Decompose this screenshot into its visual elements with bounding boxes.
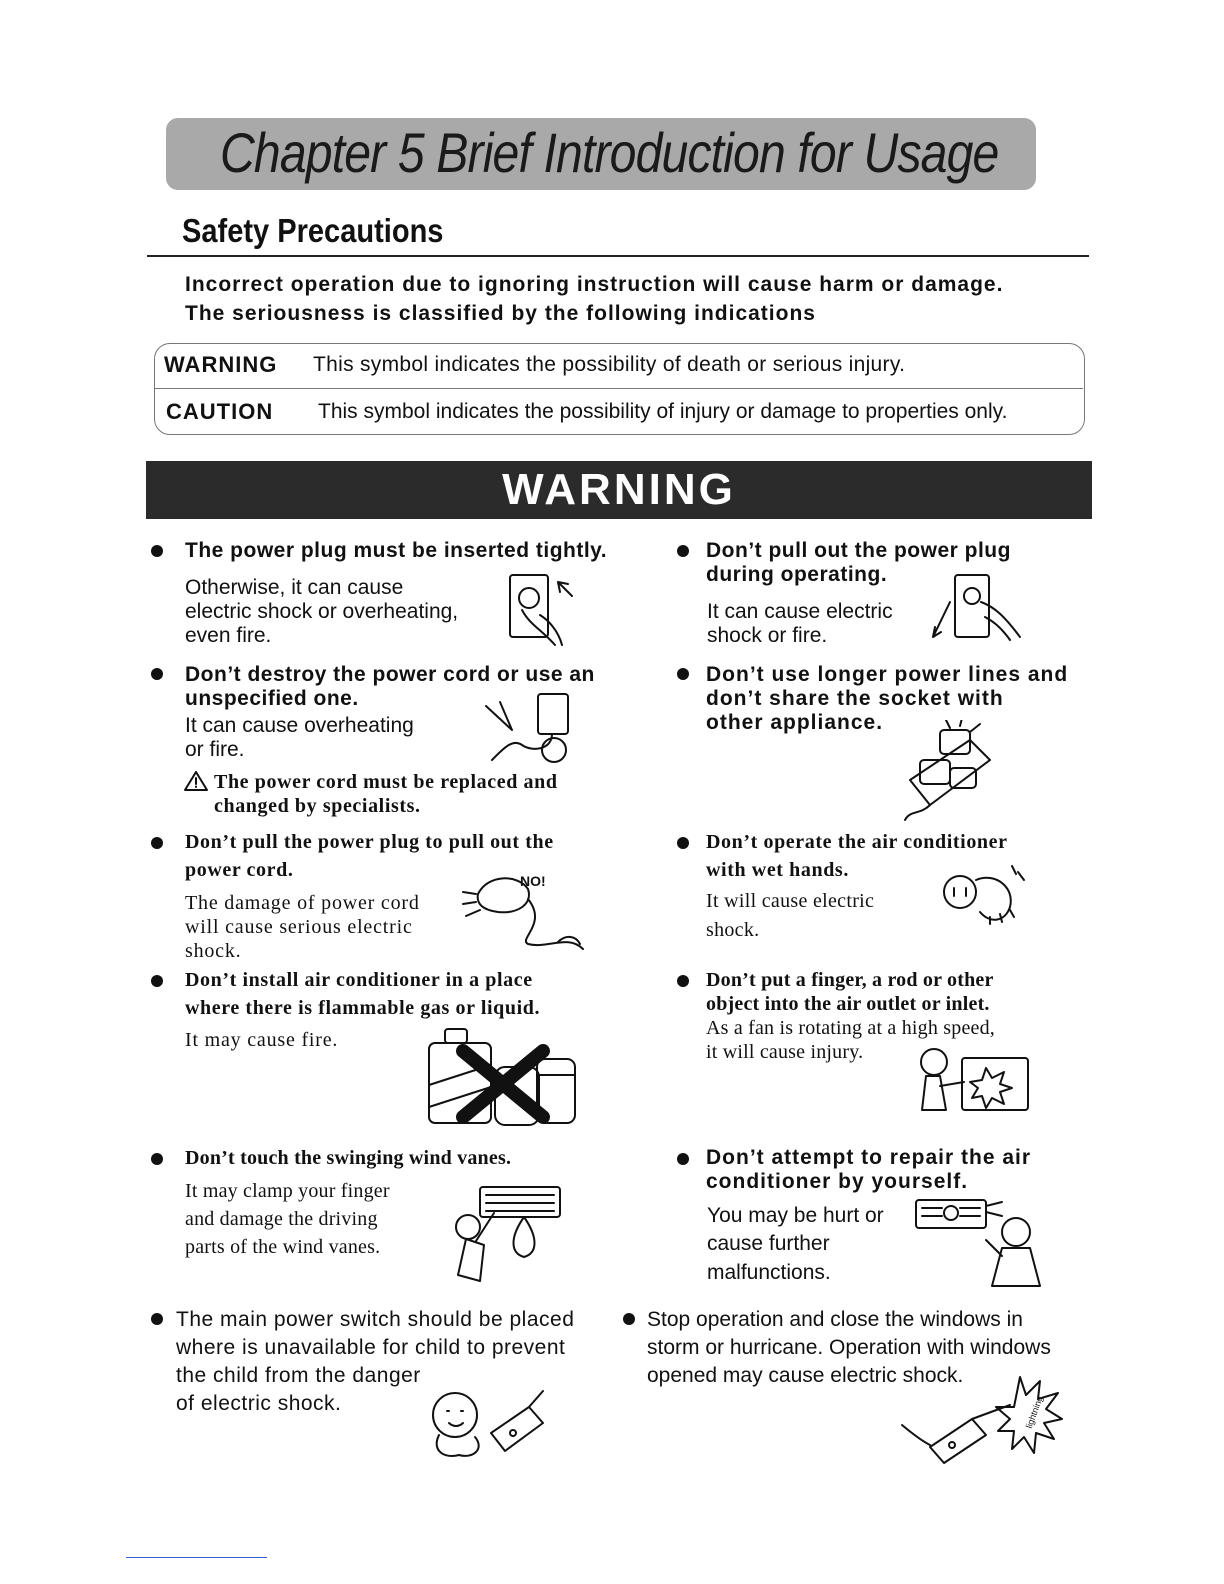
item-6-body-1: It will cause electric (706, 890, 875, 912)
item-3-note-1: The power cord must be replaced and (214, 771, 558, 793)
item-2-title-2: during operating. (706, 563, 888, 586)
intro-line-1: Incorrect operation due to ignoring instruction will cause harm or damage. (185, 273, 1004, 296)
item-1-body-3: even fire. (185, 624, 272, 647)
lightning-label: lightning (1023, 1394, 1045, 1430)
repair-illustration-icon (912, 1196, 1047, 1288)
bullet-icon (151, 1153, 163, 1165)
item-1-title: The power plug must be inserted tightly. (185, 539, 608, 562)
warning-description: This symbol indicates the possibility of death or serious injury. (313, 353, 906, 376)
bullet-icon (151, 837, 163, 849)
item-5-title-2: power cord. (185, 859, 294, 881)
wet-hands-illustration-icon (940, 862, 1026, 928)
item-1-body-1: Otherwise, it can cause (185, 576, 404, 599)
item-5-title-1: Don’t pull the power plug to pull out the (185, 831, 554, 853)
item-4-title-1: Don’t use longer power lines and (706, 663, 1069, 686)
item-5-body-1: The damage of power cord (185, 892, 420, 914)
item-11-body-1: The main power switch should be placed (176, 1308, 575, 1331)
item-10-title-2: conditioner by yourself. (706, 1170, 969, 1193)
item-2-body-2: shock or fire. (707, 624, 828, 647)
intro-line-2: The seriousness is classified by the following indications (185, 302, 816, 325)
item-6-body-2: shock. (706, 919, 760, 941)
bullet-icon (677, 668, 689, 680)
item-4-title-2: don’t share the socket with (706, 687, 1004, 710)
indication-divider (154, 388, 1083, 389)
lightning-strike-illustration-icon (900, 1375, 1065, 1470)
footer-link-underline (126, 1557, 267, 1558)
flammable-cans-illustration-icon (425, 1025, 580, 1129)
item-12-body-1: Stop operation and close the windows in (647, 1308, 1023, 1331)
bullet-icon (677, 975, 689, 987)
item-12-body-2: storm or hurricane. Operation with windows (647, 1336, 1051, 1359)
item-9-body-2: and damage the driving (185, 1208, 378, 1230)
item-2-title-1: Don’t pull out the power plug (706, 539, 1011, 562)
power-strip-illustration-icon (900, 720, 1000, 822)
fan-outlet-illustration-icon (912, 1046, 1032, 1124)
item-9-title: Don’t touch the swinging wind vanes. (185, 1147, 512, 1169)
item-10-title-1: Don’t attempt to repair the air (706, 1146, 1032, 1169)
plug-pull-illustration-icon (925, 572, 1025, 644)
bullet-icon (151, 668, 163, 680)
section-divider (147, 255, 1089, 257)
warning-label: WARNING (164, 352, 278, 377)
item-8-title-2: object into the air outlet or inlet. (706, 993, 990, 1015)
item-6-title-2: with wet hands. (706, 859, 849, 881)
item-3-title-2: unspecified one. (185, 687, 359, 710)
item-5-body-2: will cause serious electric (185, 916, 413, 938)
wind-vanes-illustration-icon (440, 1185, 565, 1290)
item-4-title-3: other appliance. (706, 711, 884, 734)
item-6-title-1: Don’t operate the air conditioner (706, 831, 1008, 853)
item-9-body-1: It may clamp your finger (185, 1180, 390, 1202)
item-10-body-2: cause further (707, 1232, 830, 1255)
bullet-icon (677, 1153, 689, 1165)
item-3-note-2: changed by specialists. (214, 795, 421, 817)
caution-description: This symbol indicates the possibility of injury or damage to properties only. (318, 400, 1008, 423)
item-3-title-1: Don’t destroy the power cord or use an (185, 663, 595, 686)
section-title: Safety Precautions (182, 212, 444, 249)
bullet-icon (151, 1313, 163, 1325)
child-switch-illustration-icon (425, 1385, 550, 1465)
caution-triangle-icon (183, 770, 209, 792)
item-10-body-1: You may be hurt or (707, 1204, 884, 1227)
cut-cord-illustration-icon (482, 690, 577, 765)
item-7-title-2: where there is flammable gas or liquid. (185, 997, 541, 1019)
plug-insert-illustration-icon (500, 570, 590, 650)
item-8-title-1: Don’t put a finger, a rod or other (706, 969, 994, 991)
bullet-icon (151, 975, 163, 987)
item-12-body-3: opened may cause electric shock. (647, 1364, 964, 1387)
item-2-body-1: It can cause electric (707, 600, 893, 623)
item-11-body-4: of electric shock. (176, 1392, 342, 1415)
item-11-body-3: the child from the danger (176, 1364, 421, 1387)
bullet-icon (623, 1313, 635, 1325)
bullet-icon (151, 545, 163, 557)
caution-label: CAUTION (166, 399, 274, 424)
item-9-body-3: parts of the wind vanes. (185, 1236, 381, 1258)
item-11-body-2: where is unavailable for child to prevent (176, 1336, 566, 1359)
bullet-icon (677, 837, 689, 849)
item-8-body-2: it will cause injury. (706, 1041, 864, 1063)
item-5-body-3: shock. (185, 940, 242, 962)
warning-banner-text: WARNING (502, 465, 736, 514)
item-7-body-1: It may cause fire. (185, 1029, 339, 1051)
pull-cord-illustration-icon (458, 864, 588, 956)
item-10-body-3: malfunctions. (707, 1261, 831, 1284)
chapter-title: Chapter 5 Brief Introduction for Usage (220, 121, 999, 184)
item-8-body-1: As a fan is rotating at a high speed, (706, 1017, 995, 1039)
item-3-body-2: or fire. (185, 738, 245, 761)
no-sign-label: NO! (520, 873, 546, 889)
item-1-body-2: electric shock or overheating, (185, 600, 459, 623)
item-3-body-1: It can cause overheating (185, 714, 414, 737)
bullet-icon (677, 545, 689, 557)
item-7-title-1: Don’t install air conditioner in a place (185, 969, 533, 991)
